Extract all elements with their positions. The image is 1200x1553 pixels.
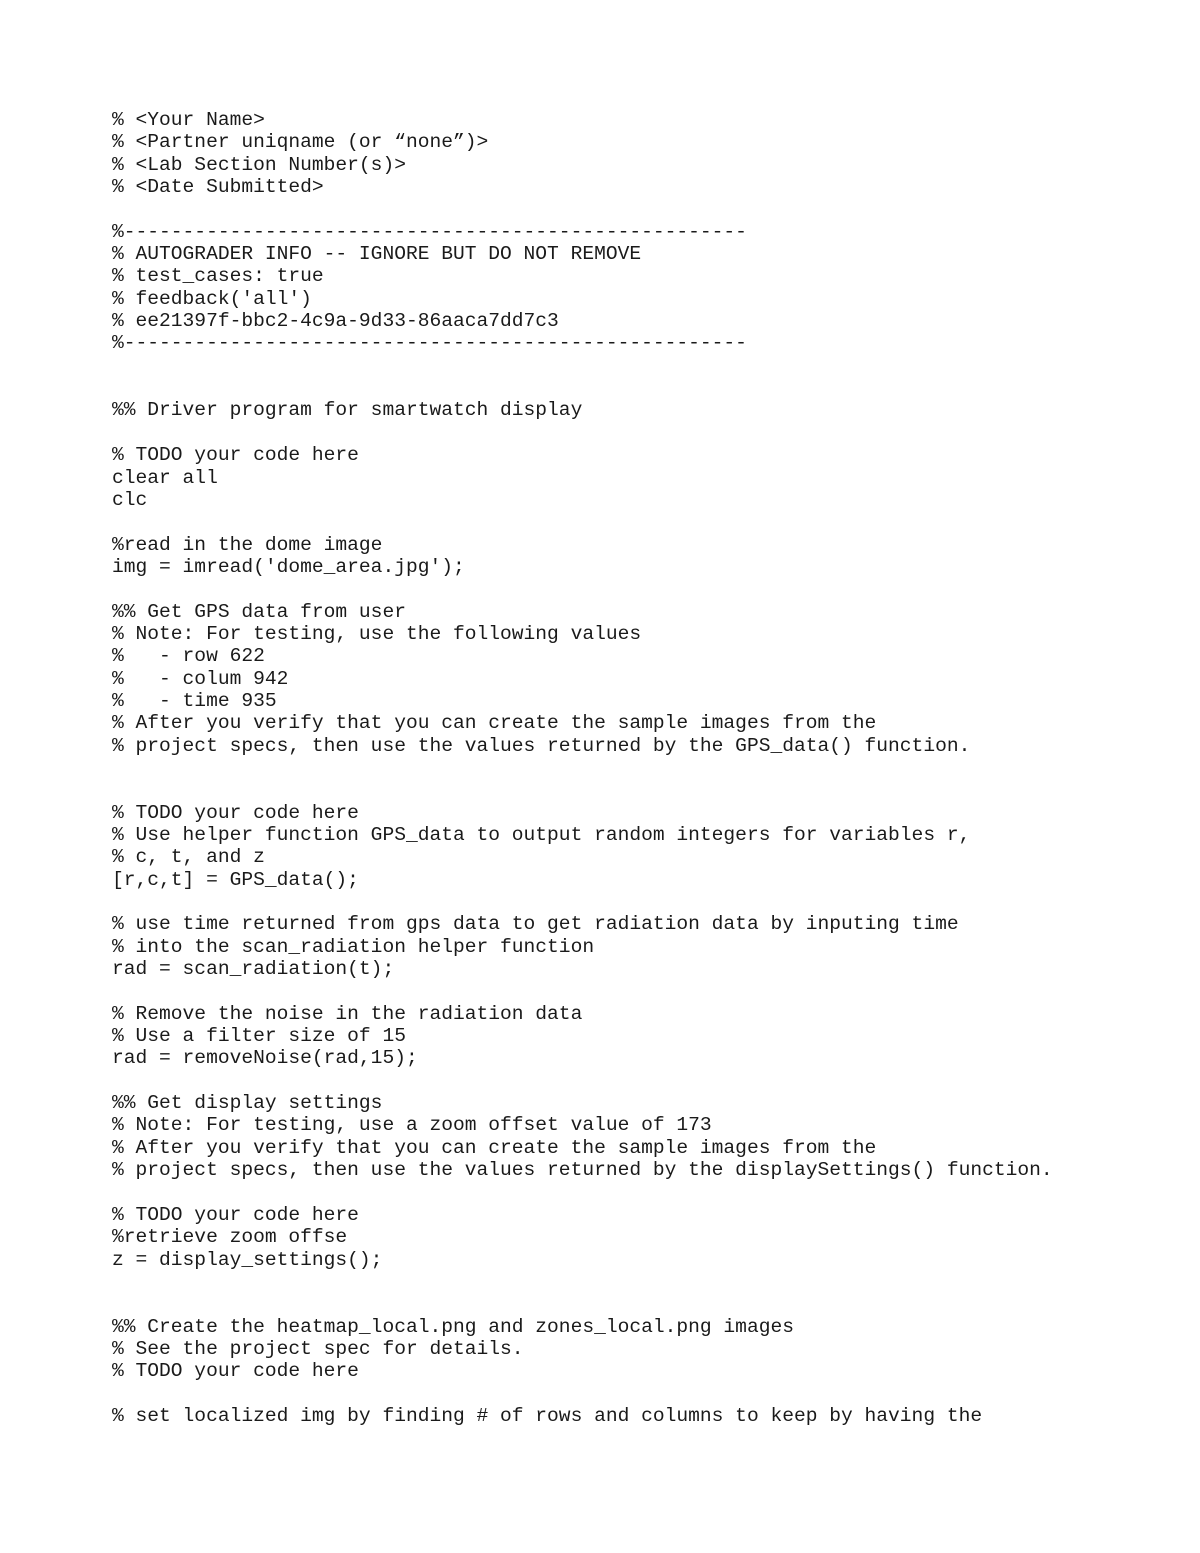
blank-line xyxy=(112,1293,1172,1315)
code-line: % <Partner uniqname (or “none”)> xyxy=(112,131,489,154)
code-line: % Remove the noise in the radiation data xyxy=(112,1002,583,1025)
code-listing xyxy=(112,109,1172,1427)
code-line: %----------------------------------------------------- xyxy=(112,332,747,355)
blank-line xyxy=(112,1383,1172,1405)
code-line: %----------------------------------------------------- xyxy=(112,220,747,243)
code-line: % use time returned from gps data to get radiation data by inputing time xyxy=(112,913,959,936)
code-line: % - colum 942 xyxy=(112,667,289,690)
code-line: img = imread('dome_area.jpg'); xyxy=(112,555,465,578)
code-line: % After you verify that you can create the sample images from the xyxy=(112,712,877,735)
code-line: % TODO your code here xyxy=(112,1360,359,1383)
code-line: % ee21397f-bbc2-4c9a-9d33-86aaca7dd7c3 xyxy=(112,310,559,333)
code-line: % set localized img by finding # of rows and columns to keep by having the xyxy=(112,1404,983,1427)
code-line: % into the scan_radiation helper function xyxy=(112,935,595,958)
code-line: rad = removeNoise(rad,15); xyxy=(112,1047,418,1070)
code-line: % project specs, then use the values returned by the GPS_data() function. xyxy=(112,734,971,757)
code-line: z = display_settings(); xyxy=(112,1248,383,1271)
code-line: % Use helper function GPS_data to output random integers for variables r, xyxy=(112,824,971,846)
code-line: % <Your Name> xyxy=(112,109,265,131)
code-line: % c, t, and z xyxy=(112,846,265,869)
code-line: % After you verify that you can create the sample images from the xyxy=(112,1136,877,1159)
code-line: % - row 622 xyxy=(112,645,265,668)
blank-line xyxy=(112,779,1172,801)
document-page xyxy=(112,109,1172,1529)
code-line: % Note: For testing, use a zoom offset value of 173 xyxy=(112,1114,712,1137)
blank-line xyxy=(112,377,1172,399)
code-line: [r,c,t] = GPS_data(); xyxy=(112,868,359,891)
blank-line xyxy=(112,355,1172,377)
code-line: % project specs, then use the values returned by the displaySettings() function. xyxy=(112,1159,1053,1182)
blank-line xyxy=(112,1070,1172,1092)
code-line: %retrieve zoom offse xyxy=(112,1226,348,1249)
code-line: %% Driver program for smartwatch display xyxy=(112,399,583,422)
blank-line xyxy=(112,511,1172,533)
blank-line xyxy=(112,980,1172,1002)
code-line: %% Create the heatmap_local.png and zones_local.png images xyxy=(112,1315,794,1338)
code-line: % See the project spec for details. xyxy=(112,1337,524,1360)
blank-line xyxy=(112,1182,1172,1204)
code-line: clear all xyxy=(112,466,218,489)
blank-line xyxy=(112,1271,1172,1293)
code-line: %% Get display settings xyxy=(112,1092,383,1115)
blank-line xyxy=(112,422,1172,444)
code-line: % AUTOGRADER INFO -- IGNORE BUT DO NOT REMOVE xyxy=(112,243,642,266)
code-line: clc xyxy=(112,488,148,511)
code-line: % TODO your code here xyxy=(112,444,359,467)
code-line: % TODO your code here xyxy=(112,1203,359,1226)
code-line: %% Get GPS data from user xyxy=(112,600,406,623)
code-line: % - time 935 xyxy=(112,689,277,712)
blank-line xyxy=(112,578,1172,600)
code-line: % feedback('all') xyxy=(112,287,312,310)
code-line: % test_cases: true xyxy=(112,265,324,288)
code-line: %read in the dome image xyxy=(112,533,383,556)
code-line: % <Lab Section Number(s)> xyxy=(112,153,406,176)
code-line: % TODO your code here xyxy=(112,801,359,824)
blank-line xyxy=(112,198,1172,220)
code-line: % Note: For testing, use the following values xyxy=(112,622,642,645)
blank-line xyxy=(112,757,1172,779)
code-line: % Use a filter size of 15 xyxy=(112,1025,406,1048)
code-line: % <Date Submitted> xyxy=(112,176,324,199)
code-line: rad = scan_radiation(t); xyxy=(112,958,395,981)
blank-line xyxy=(112,891,1172,913)
